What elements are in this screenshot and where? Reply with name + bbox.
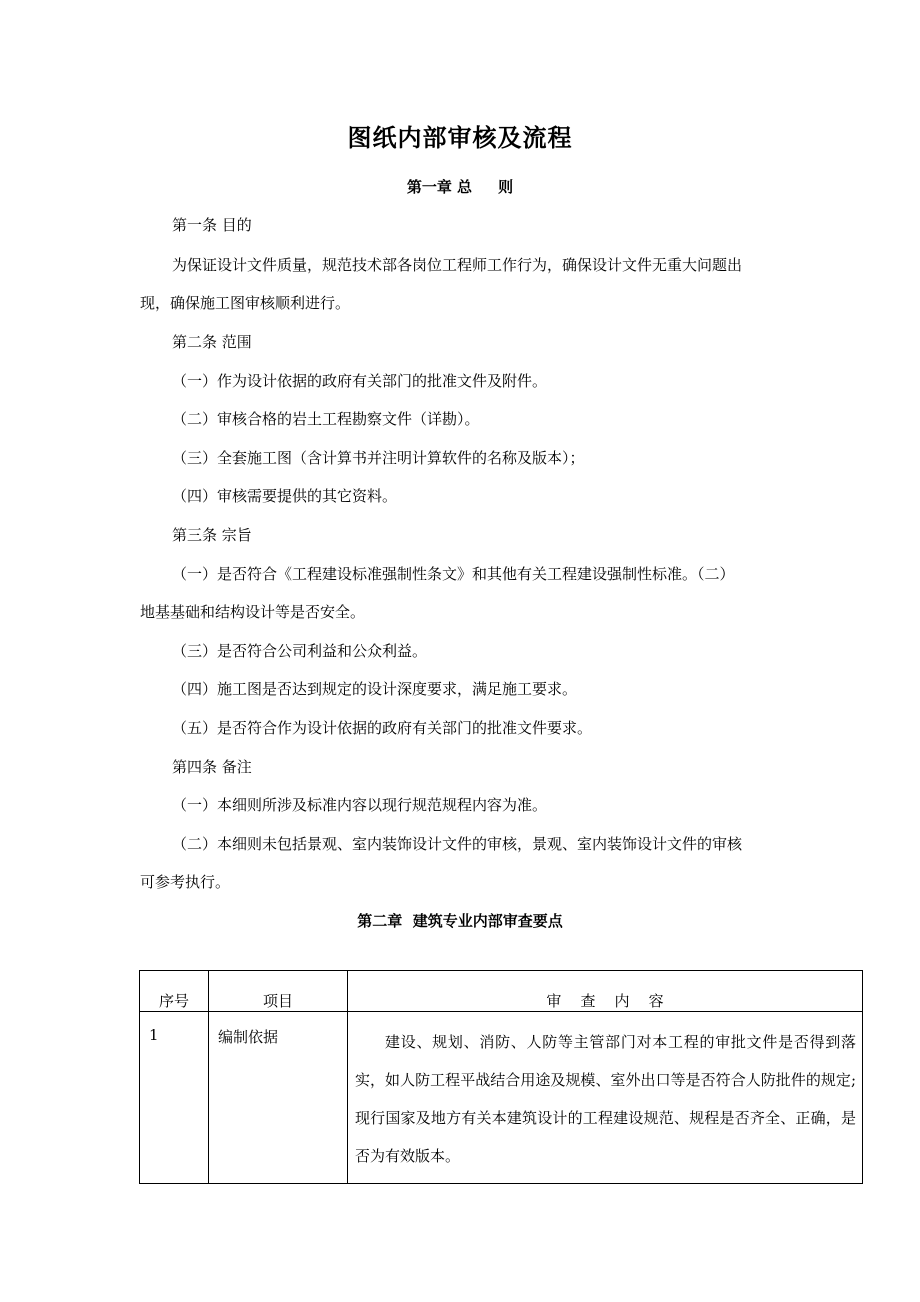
article-1-text-line-1: 为保证设计文件质量，规范技术部各岗位工程师工作行为，确保设计文件无重大问题出 [172, 256, 743, 274]
article-1-text-line-2: 现，确保施工图审核顺利进行。 [140, 294, 351, 312]
row-1-item: 编制依据 [209, 1012, 348, 1184]
table-header-row [140, 971, 863, 1012]
row-1-content: 建设、规划、消防、人防等主管部门对本工程的审批文件是否得到落实，如人防工程平战结合用途及规模、室外出口等是否符合人防批件的规定; 现行国家及地方有关本建筑设计的工程建设规范、规程是否齐全、正确，是否为有效版本。 [348, 1012, 863, 1184]
header-number-label: 序号 [158, 992, 189, 1010]
header-content-label: 审 查 内 容 [546, 992, 664, 1010]
article-2-item-3: （三）全套施工图（含计算书并注明计算软件的名称及版本）； [172, 449, 585, 467]
article-3-item-1-line-2: 地基基础和结构设计等是否安全。 [140, 603, 366, 621]
review-points-table [139, 970, 863, 1184]
document-title: 图纸内部审核及流程 [347, 124, 573, 152]
article-4-heading: 第四条 备注 [172, 758, 252, 776]
article-4-item-1: （一）本细则所涉及标准内容以现行规范规程内容为准。 [172, 796, 548, 814]
article-2-item-2: （二）审核合格的岩土工程勘察文件（详勘）。 [172, 410, 480, 428]
table-row [140, 1012, 863, 1184]
article-1-heading: 第一条 目的 [172, 216, 252, 234]
article-3-item-5: （五）是否符合作为设计依据的政府有关部门的批准文件要求。 [172, 719, 593, 737]
article-3-item-3: （三）是否符合公司利益和公众利益。 [172, 642, 428, 660]
chapter-1-heading: 第一章 总 则 [406, 178, 514, 196]
article-4-item-2-line-1: （二）本细则未包括景观、室内装饰设计文件的审核，景观、室内装饰设计文件的审核 [172, 835, 743, 853]
chapter-2-heading: 第二章 建筑专业内部审查要点 [357, 912, 563, 930]
article-3-heading: 第三条 宗旨 [172, 526, 252, 544]
article-2-item-4: （四）审核需要提供的其它资料。 [172, 487, 398, 505]
article-3-item-4: （四）施工图是否达到规定的设计深度要求，满足施工要求。 [172, 680, 578, 698]
article-4-item-2-line-2: 可参考执行。 [140, 873, 231, 891]
header-cell-number [140, 971, 209, 1012]
article-2-heading: 第二条 范围 [172, 333, 252, 351]
header-cell-item [209, 971, 348, 1012]
header-cell-content [348, 971, 863, 1012]
article-2-item-1: （一）作为设计依据的政府有关部门的批准文件及附件。 [172, 372, 548, 390]
article-3-item-1-line-1: （一）是否符合《工程建设标准强制性条文》和其他有关工程建设强制性标准。（二） [172, 565, 735, 583]
header-item-label: 项目 [262, 992, 293, 1010]
row-1-number: 1 [140, 1012, 209, 1184]
